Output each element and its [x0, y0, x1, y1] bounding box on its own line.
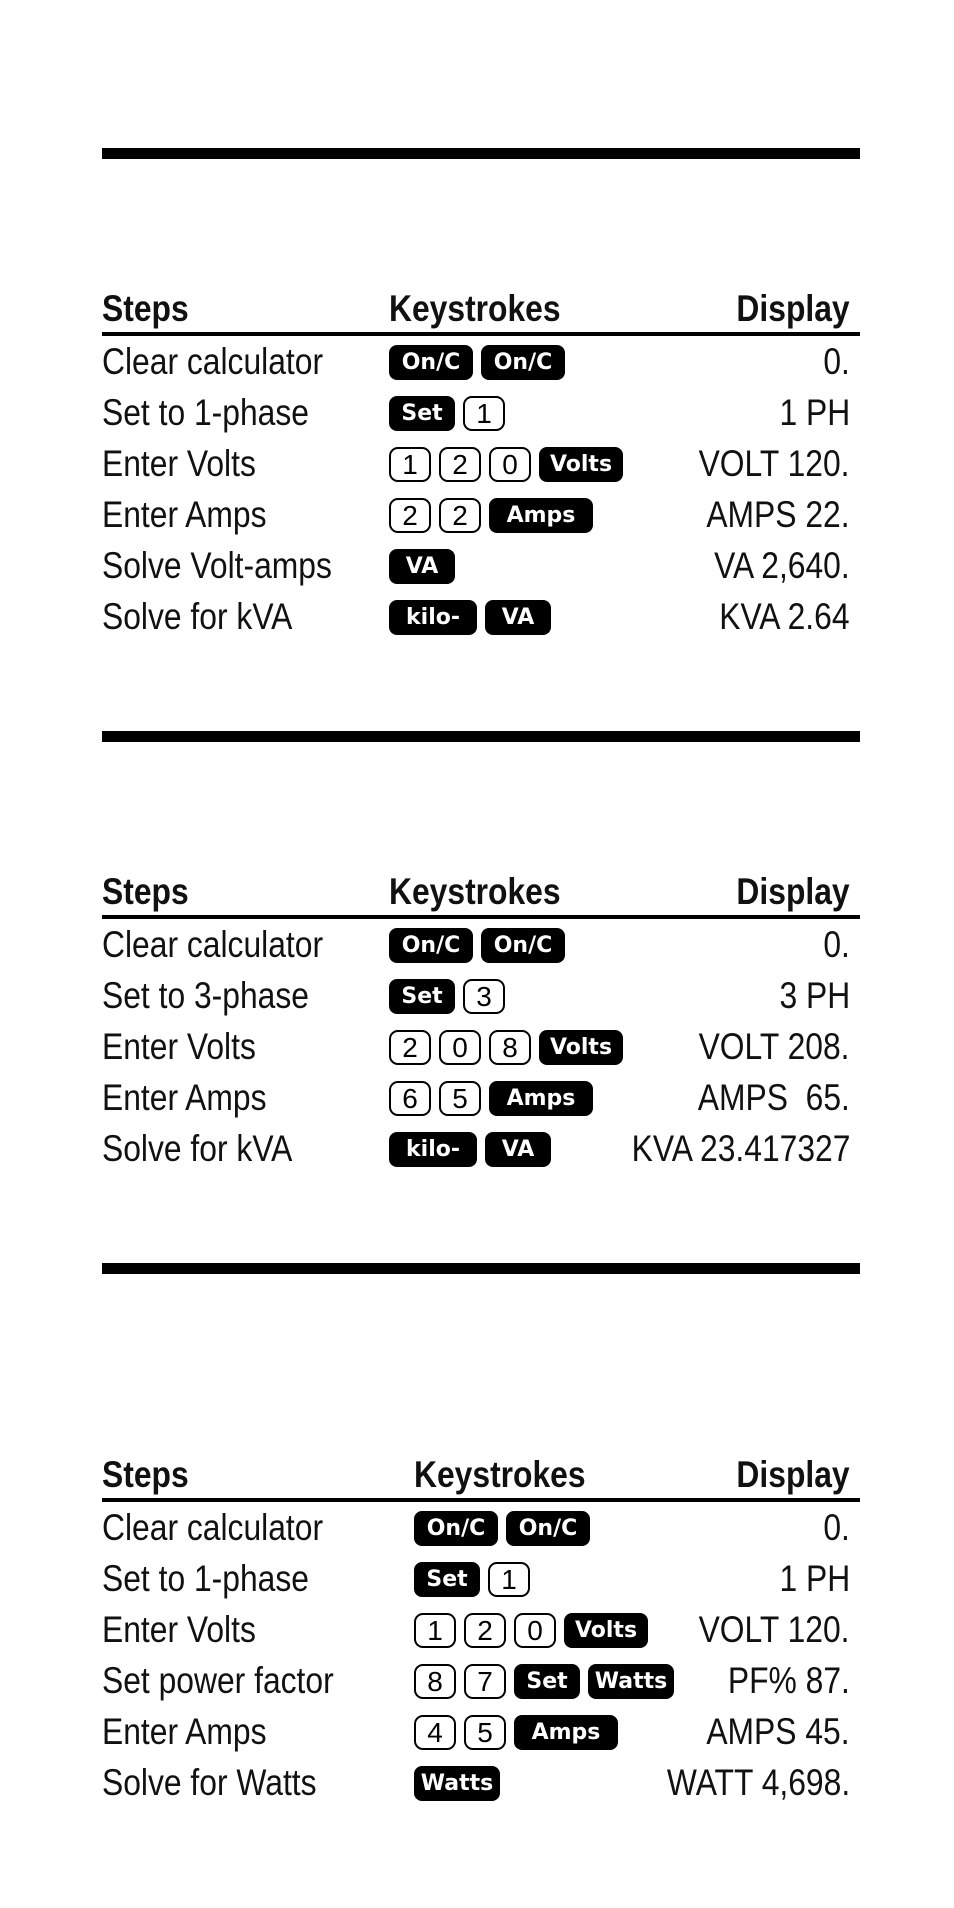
on-c-key: On/C — [414, 1511, 498, 1546]
table-row — [102, 1072, 860, 1123]
table-row — [102, 387, 860, 438]
keystroke-sequence — [389, 395, 505, 431]
display-value: KVA 2.64 — [719, 596, 850, 637]
on-c-key: On/C — [481, 345, 565, 380]
step-label: Solve for kVA — [102, 1128, 293, 1169]
digit-key-5: 5 — [464, 1715, 506, 1750]
table-row — [102, 1021, 860, 1072]
step-label: Enter Volts — [102, 1609, 256, 1650]
keystroke-sequence — [389, 497, 593, 533]
keystroke-sequence — [389, 599, 551, 635]
section-rule-1 — [102, 148, 860, 159]
amps-key: Amps — [489, 498, 593, 533]
set-key: Set — [389, 979, 455, 1014]
step-label: Clear calculator — [102, 924, 324, 965]
digit-key-0: 0 — [439, 1030, 481, 1065]
va-key: VA — [485, 600, 551, 635]
digit-key-2: 2 — [439, 498, 481, 533]
table-header — [102, 286, 860, 336]
table-row — [102, 1604, 860, 1655]
set-key: Set — [514, 1664, 580, 1699]
step-label: Solve for Watts — [102, 1762, 317, 1803]
digit-key-8: 8 — [489, 1030, 531, 1065]
kilo-key: kilo- — [389, 1132, 477, 1167]
display-value: VOLT 208. — [699, 1026, 850, 1067]
keystroke-sequence — [389, 344, 565, 380]
digit-key-4: 4 — [414, 1715, 456, 1750]
table-row — [102, 591, 860, 642]
step-label: Enter Amps — [102, 1077, 267, 1118]
header-steps: Steps — [102, 871, 189, 912]
va-key: VA — [485, 1132, 551, 1167]
display-value: AMPS 45. — [706, 1711, 850, 1752]
display-value: 0. — [823, 924, 850, 965]
table-row — [102, 1123, 860, 1174]
table-row — [102, 1553, 860, 1604]
volts-key: Volts — [539, 1030, 623, 1065]
step-label: Set to 1-phase — [102, 392, 309, 433]
display-value: WATT 4,698. — [666, 1762, 850, 1803]
step-label: Enter Amps — [102, 494, 267, 535]
table-row — [102, 438, 860, 489]
keystroke-sequence — [389, 1131, 551, 1167]
table-rows — [102, 1502, 860, 1808]
on-c-key: On/C — [389, 345, 473, 380]
header-keystrokes: Keystrokes — [389, 871, 561, 912]
digit-key-2: 2 — [464, 1613, 506, 1648]
display-value: 1 PH — [779, 392, 850, 433]
amps-key: Amps — [489, 1081, 593, 1116]
on-c-key: On/C — [506, 1511, 590, 1546]
digit-key-0: 0 — [489, 447, 531, 482]
keystroke-sequence — [414, 1714, 618, 1750]
keystroke-sequence — [414, 1510, 590, 1546]
table-rows — [102, 919, 860, 1174]
on-c-key: On/C — [481, 928, 565, 963]
section-rule-3 — [102, 1263, 860, 1274]
step-label: Enter Amps — [102, 1711, 267, 1752]
digit-key-8: 8 — [414, 1664, 456, 1699]
watts-key: Watts — [588, 1664, 674, 1699]
keystroke-sequence — [414, 1612, 648, 1648]
display-value: 1 PH — [779, 1558, 850, 1599]
keystroke-sequence — [389, 446, 623, 482]
step-label: Solve Volt-amps — [102, 545, 332, 586]
digit-key-0: 0 — [514, 1613, 556, 1648]
display-value: VOLT 120. — [699, 1609, 850, 1650]
header-keystrokes: Keystrokes — [414, 1454, 586, 1495]
keystroke-sequence — [414, 1561, 530, 1597]
kilo-key: kilo- — [389, 600, 477, 635]
display-value: VOLT 120. — [699, 443, 850, 484]
table-row — [102, 919, 860, 970]
display-value: KVA 23.417327 — [631, 1128, 850, 1169]
keystroke-table-2 — [102, 869, 860, 1174]
table-row — [102, 970, 860, 1021]
keystroke-table-1 — [102, 286, 860, 642]
table-row — [102, 1502, 860, 1553]
keystroke-sequence — [389, 1080, 593, 1116]
table-header — [102, 869, 860, 919]
step-label: Solve for kVA — [102, 596, 293, 637]
step-label: Enter Volts — [102, 443, 256, 484]
table-row — [102, 489, 860, 540]
table-row — [102, 1655, 860, 1706]
step-label: Clear calculator — [102, 1507, 324, 1548]
watts-key: Watts — [414, 1766, 500, 1801]
step-label: Set to 3-phase — [102, 975, 309, 1016]
header-display: Display — [736, 871, 850, 912]
display-value: AMPS 65. — [697, 1077, 850, 1118]
keystroke-sequence — [389, 548, 455, 584]
digit-key-2: 2 — [439, 447, 481, 482]
keystroke-sequence — [389, 1029, 623, 1065]
keystroke-sequence — [389, 978, 505, 1014]
step-label: Set to 1-phase — [102, 1558, 309, 1599]
header-display: Display — [736, 288, 850, 329]
digit-key-6: 6 — [389, 1081, 431, 1116]
display-value: PF% 87. — [727, 1660, 850, 1701]
digit-key-3: 3 — [463, 979, 505, 1014]
set-key: Set — [414, 1562, 480, 1597]
header-display: Display — [736, 1454, 850, 1495]
display-value: 3 PH — [779, 975, 850, 1016]
section-rule-2 — [102, 731, 860, 742]
volts-key: Volts — [564, 1613, 648, 1648]
digit-key-1: 1 — [414, 1613, 456, 1648]
on-c-key: On/C — [389, 928, 473, 963]
display-value: 0. — [823, 341, 850, 382]
va-key: VA — [389, 549, 455, 584]
table-header — [102, 1452, 860, 1502]
table-rows — [102, 336, 860, 642]
keystroke-table-3 — [102, 1452, 860, 1808]
display-value: 0. — [823, 1507, 850, 1548]
digit-key-1: 1 — [389, 447, 431, 482]
set-key: Set — [389, 396, 455, 431]
digit-key-5: 5 — [439, 1081, 481, 1116]
keystroke-sequence — [414, 1663, 674, 1699]
header-keystrokes: Keystrokes — [389, 288, 561, 329]
step-label: Enter Volts — [102, 1026, 256, 1067]
volts-key: Volts — [539, 447, 623, 482]
table-row — [102, 1757, 860, 1808]
digit-key-2: 2 — [389, 498, 431, 533]
table-row — [102, 336, 860, 387]
table-row — [102, 540, 860, 591]
step-label: Clear calculator — [102, 341, 324, 382]
digit-key-7: 7 — [464, 1664, 506, 1699]
keystroke-sequence — [414, 1765, 500, 1801]
amps-key: Amps — [514, 1715, 618, 1750]
display-value: VA 2,640. — [714, 545, 850, 586]
digit-key-1: 1 — [488, 1562, 530, 1597]
display-value: AMPS 22. — [706, 494, 850, 535]
header-steps: Steps — [102, 288, 189, 329]
digit-key-2: 2 — [389, 1030, 431, 1065]
header-steps: Steps — [102, 1454, 189, 1495]
table-row — [102, 1706, 860, 1757]
digit-key-1: 1 — [463, 396, 505, 431]
keystroke-sequence — [389, 927, 565, 963]
step-label: Set power factor — [102, 1660, 334, 1701]
